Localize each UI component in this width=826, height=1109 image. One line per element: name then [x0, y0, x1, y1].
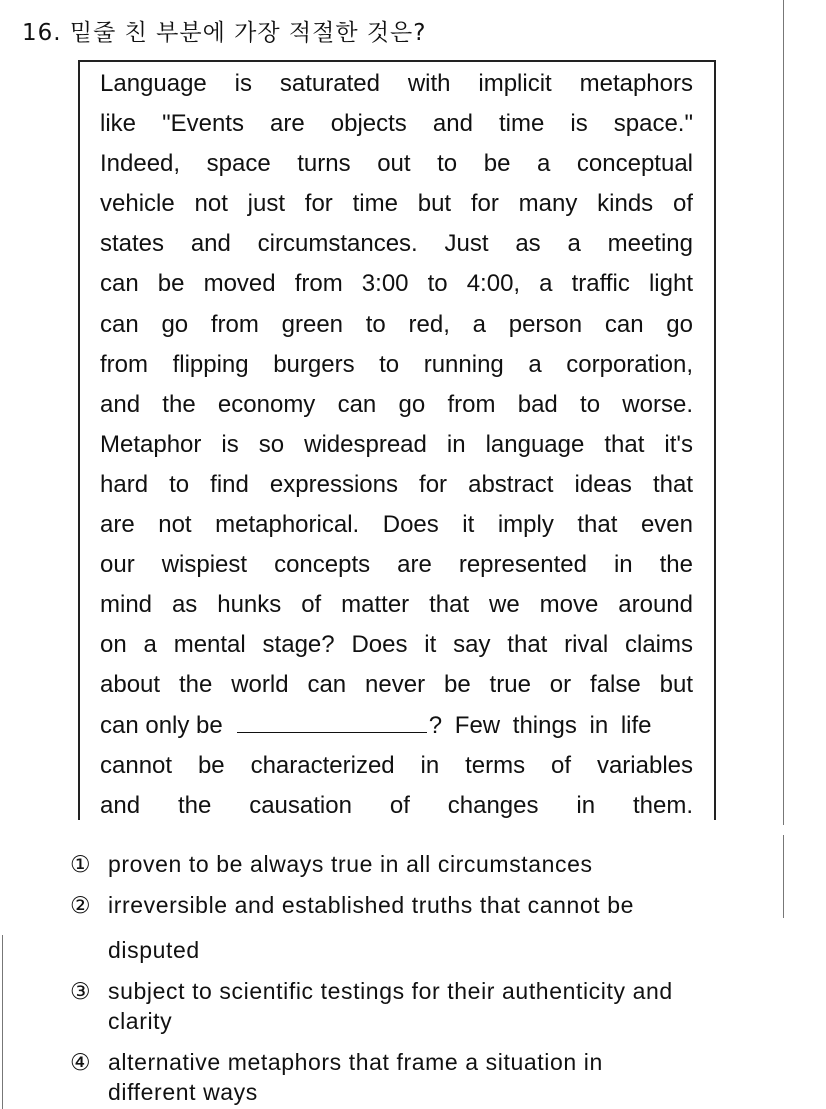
blank-before-text: can only be	[100, 711, 223, 739]
answer-blank	[237, 712, 427, 733]
passage-line: vehicle not just for time but for many kinds of	[100, 190, 693, 218]
choice-3-continuation: clarity	[108, 1008, 173, 1034]
passage-line: hard to find expressions for abstract ideas that	[100, 470, 693, 498]
choice-1[interactable]	[70, 851, 593, 878]
passage-line: and the causation of changes in them.	[100, 791, 693, 819]
passage-line: Indeed, space turns out to be a conceptual	[100, 150, 693, 178]
passage-line: are not metaphorical. Does it imply that even	[100, 511, 693, 539]
question-title: 16. 밑줄 친 부분에 가장 적절한 것은?	[22, 20, 427, 46]
choice-4-continuation: different ways	[108, 1079, 258, 1105]
passage-line: can be moved from 3:00 to 4:00, a traffic light	[100, 270, 693, 298]
choice-4[interactable]	[70, 1049, 603, 1076]
choice-2-continuation: disputed	[108, 937, 200, 963]
passage-line: Language is saturated with implicit metaphors	[100, 70, 693, 97]
choice-3-number: ③	[70, 979, 91, 1005]
column-rule-right-lower	[783, 835, 784, 918]
choice-2-number: ②	[70, 893, 91, 919]
column-rule-right-upper	[783, 0, 784, 825]
column-rule-left	[2, 935, 3, 1109]
passage-line: Metaphor is so widespread in language that it's	[100, 430, 693, 458]
passage-line: mind as hunks of matter that we move around	[100, 591, 693, 619]
passage-line: states and circumstances. Just as a meeting	[100, 230, 693, 258]
passage-line: our wispiest concepts are represented in the	[100, 551, 693, 579]
passage-line: and the economy can go from bad to worse.	[100, 390, 693, 418]
choice-1-number: ①	[70, 852, 91, 878]
passage-line: about the world can never be true or false but	[100, 671, 693, 699]
blank-after-text: ? Few things in life	[428, 711, 652, 739]
choice-3[interactable]	[70, 978, 673, 1005]
passage-line: on a mental stage? Does it say that rival claims	[100, 631, 693, 659]
choice-4-number: ④	[70, 1050, 91, 1076]
choice-3-text: subject to scientific testings for their authenticity and	[108, 978, 673, 1004]
passage-line: can go from green to red, a person can go	[100, 310, 693, 338]
passage-line: from flipping burgers to running a corporation,	[100, 350, 693, 378]
choice-4-text: alternative metaphors that frame a situation in	[108, 1049, 603, 1075]
choice-1-text: proven to be always true in all circumstances	[108, 851, 593, 877]
choice-2-text: irreversible and established truths that cannot be	[108, 892, 635, 918]
blank-line	[100, 706, 693, 746]
passage-text	[100, 64, 693, 826]
passage-line: cannot be characterized in terms of variables	[100, 751, 693, 779]
passage-line: like "Events are objects and time is space."	[100, 110, 693, 138]
choice-2[interactable]	[70, 892, 634, 919]
